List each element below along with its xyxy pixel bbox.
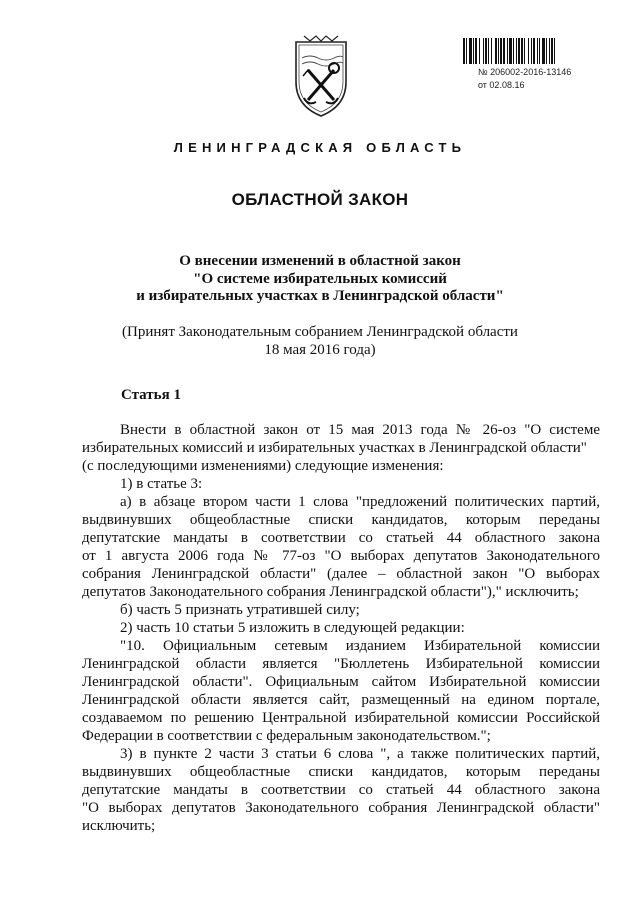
article-heading: Статья 1 — [121, 387, 181, 403]
text-line: 1) в статье 3: — [120, 476, 203, 492]
registration-date: от 02.08.16 — [478, 80, 525, 90]
adoption-line: (Принят Законодательным собранием Ленинградской области — [122, 324, 518, 340]
text-line: а) в абзаце втором части 1 слова "предложений политических партий, — [120, 494, 600, 510]
article-text — [82, 421, 600, 835]
title-line: О внесении изменений в областной закон — [179, 253, 461, 269]
registration-number: № 206002-2016-13146 — [478, 67, 572, 77]
text-line: выдвинувших общеобластные списки кандидатов, которым переданы — [82, 764, 600, 780]
text-line: 2) часть 10 статьи 5 изложить в следующей редакции: — [120, 620, 465, 636]
text-line: Федерации в соответствии с федеральным законодательством."; — [82, 728, 491, 744]
law-subject-title — [0, 253, 640, 306]
title-line: "О системе избирательных комиссий — [193, 270, 447, 287]
text-line: от 1 августа 2006 года № 77-оз "О выборах депутатов Законодательного — [82, 548, 600, 564]
text-line: создаваемом по решению Центральной избирательной комиссии Российской — [82, 710, 600, 726]
text-line: "10. Официальным сетевым изданием Избирательной комиссии — [120, 638, 600, 654]
document-type-heading: ОБЛАСТНОЙ ЗАКОН — [231, 190, 409, 209]
text-line: "О выборах депутатов Законодательного собрания Ленинградской области" — [82, 800, 600, 816]
text-line: Внести в областной закон от 15 мая 2013 года № 26-оз "О системе — [120, 422, 600, 438]
text-line: Ленинградской области". Официальным сайтом Избирательной комиссии — [82, 674, 600, 690]
adoption-note — [0, 323, 640, 359]
text-line: собрания Ленинградской области" (далее – областной закон "О выборах — [82, 566, 600, 582]
registration-block — [478, 66, 571, 92]
adoption-line: 18 мая 2016 года) — [264, 342, 376, 358]
text-line: депутатов Законодательного собрания Ленинградской области")," исключить; — [82, 584, 579, 600]
text-line: депутатские мандаты в соответствии со статьей 44 областного закона — [82, 530, 600, 546]
title-line: и избирательных участках в Ленинградской области" — [136, 288, 504, 304]
text-line: Ленинградской области является сайт, размещенный на едином портале, — [82, 692, 600, 708]
region-heading: ЛЕНИНГРАДСКАЯ ОБЛАСТЬ — [173, 140, 467, 155]
text-line: Ленинградской области является "Бюллетень Избирательной комиссии — [82, 656, 600, 672]
text-line: (с последующими изменениями) следующие изменения: — [82, 458, 444, 474]
text-line: депутатские мандаты в соответствии со статьей 44 областного закона — [82, 782, 600, 798]
text-line: 3) в пункте 2 части 3 статьи 6 слова ", а также политических партий, — [120, 746, 600, 762]
text-line: избирательных комиссий и избирательных участках в Ленинградской области" — [82, 440, 587, 456]
barcode — [463, 38, 601, 64]
text-line: б) часть 5 признать утратившей силу; — [120, 602, 360, 618]
text-line: исключить; — [82, 818, 156, 834]
text-line: выдвинувших общеобластные списки кандидатов, которым переданы — [82, 512, 600, 528]
coat-of-arms-icon — [288, 34, 354, 120]
